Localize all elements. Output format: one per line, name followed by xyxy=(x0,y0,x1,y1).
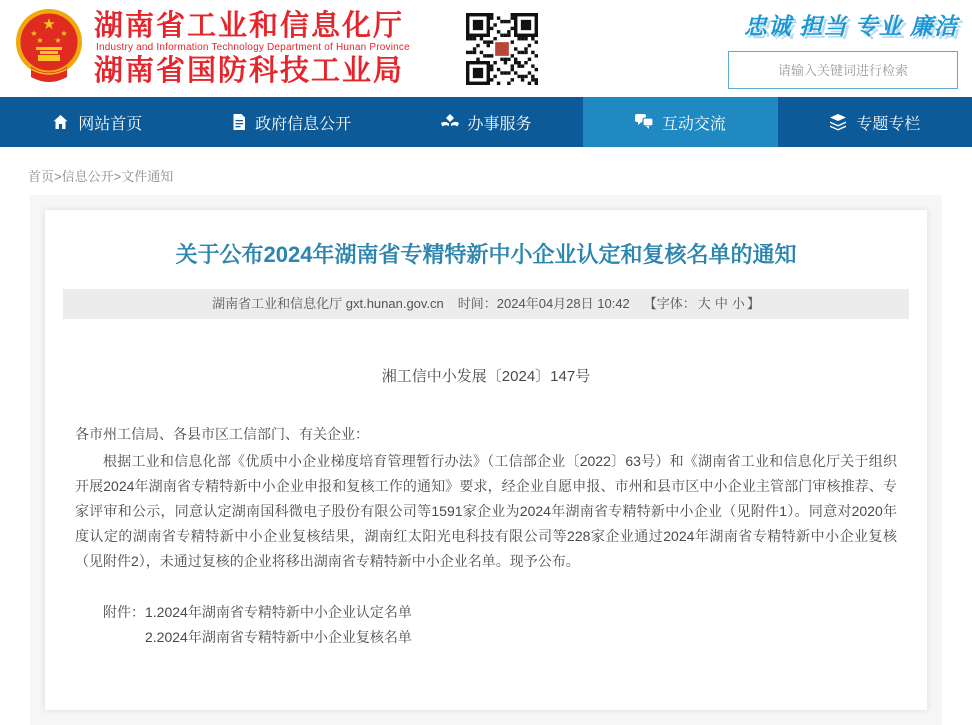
breadcrumb-link-info[interactable]: 信息公开 xyxy=(61,169,114,184)
breadcrumb-separator: > xyxy=(113,169,122,184)
org-title-block xyxy=(94,11,410,86)
article-source: 湖南省工业和信息化厅 gxt.hunan.gov.cn xyxy=(212,296,444,311)
service-icon xyxy=(441,114,459,130)
breadcrumb xyxy=(0,147,972,195)
font-size-large-button[interactable]: 大 xyxy=(697,296,711,311)
font-size-label-close: 】 xyxy=(746,296,760,311)
breadcrumb-link-notices[interactable]: 文件通知 xyxy=(121,169,174,184)
nav-item-label: 互动交流 xyxy=(661,115,726,133)
attachment-link-2[interactable]: 2.2024年湖南省专精特新中小企业复核名单 xyxy=(145,629,412,645)
font-size-label: 【字体： xyxy=(643,296,696,311)
font-size-small-button[interactable]: 小 xyxy=(731,296,745,311)
nav-item-label: 网站首页 xyxy=(78,115,143,133)
svg-text:★: ★ xyxy=(30,29,38,38)
nav-item-home[interactable] xyxy=(0,97,194,147)
article-paragraph: 根据工业和信息化部《优质中小企业梯度培育管理暂行办法》（工信部企业〔2022〕63号）和《湖南省工业和信息化厅关于组织开展2024年湖南省专精特新中小企业申报和复核工作的通知》要求，经企业自愿申报、市州和县市区中小企业主管部门审核推荐、专家评审和公示，同意认定湖南国科微电子股份有限公司等1591家企业为2024年湖南省专精特新中小企业（见附件1）。同意对2020年度认定的湖南省专精特新中小企业复核结果，湖南红太阳光电科技有限公司等228家企业通过2024年湖南省专精特新中小企业复核（见附件2），未通过复核的企业将移出湖南省专精特新中小企业名单。现予公布。 xyxy=(75,453,897,569)
search-input[interactable] xyxy=(728,51,958,89)
org-name-english: Industry and Information Technology Department of Hunan Province xyxy=(96,42,410,54)
article-card xyxy=(45,210,927,710)
nav-item-services[interactable] xyxy=(389,97,583,147)
nav-item-special-topics[interactable] xyxy=(778,97,972,147)
article-title: 关于公布2024年湖南省专精特新中小企业认定和复核名单的通知 xyxy=(175,242,797,267)
site-search xyxy=(728,51,958,89)
content-panel xyxy=(30,195,942,725)
nav-item-interaction[interactable] xyxy=(583,97,777,147)
site-slogan: 忠诚 担当 专业 廉洁 xyxy=(743,13,958,39)
nav-item-gov-info[interactable] xyxy=(194,97,388,147)
article-body xyxy=(75,422,897,574)
main-nav xyxy=(0,97,972,147)
attachment-link-1[interactable]: 1.2024年湖南省专精特新中小企业认定名单 xyxy=(145,604,412,620)
chat-icon xyxy=(635,114,653,130)
nav-item-label: 专题专栏 xyxy=(856,115,921,133)
org-name-line1: 湖南省工业和信息化厅 xyxy=(94,9,405,42)
national-emblem-logo xyxy=(14,7,84,90)
qr-code xyxy=(466,13,538,85)
site-header xyxy=(0,0,972,97)
svg-text:★: ★ xyxy=(54,36,62,45)
document-icon xyxy=(232,114,246,130)
org-name-line2: 湖南省国防科技工业局 xyxy=(94,54,405,87)
breadcrumb-separator: > xyxy=(54,169,62,184)
breadcrumb-link-home[interactable]: 首页 xyxy=(28,169,55,184)
layers-icon xyxy=(829,114,847,130)
article-meta-bar xyxy=(63,289,909,319)
home-icon xyxy=(52,114,69,130)
font-size-medium-button[interactable]: 中 xyxy=(714,296,728,311)
attachments-label: 附件： xyxy=(103,604,145,620)
attachments xyxy=(75,600,897,650)
svg-text:★: ★ xyxy=(60,29,68,38)
article-time: 时间：2024年04月28日 10:42 xyxy=(457,296,630,311)
nav-item-label: 办事服务 xyxy=(467,115,532,133)
document-number: 湘工信中小发展〔2024〕147号 xyxy=(381,368,591,385)
svg-text:★: ★ xyxy=(36,36,44,45)
salutation: 各市州工信局、各县市区工信部门、有关企业： xyxy=(75,426,369,442)
nav-item-label: 政府信息公开 xyxy=(255,115,352,133)
svg-text:★: ★ xyxy=(42,16,56,33)
